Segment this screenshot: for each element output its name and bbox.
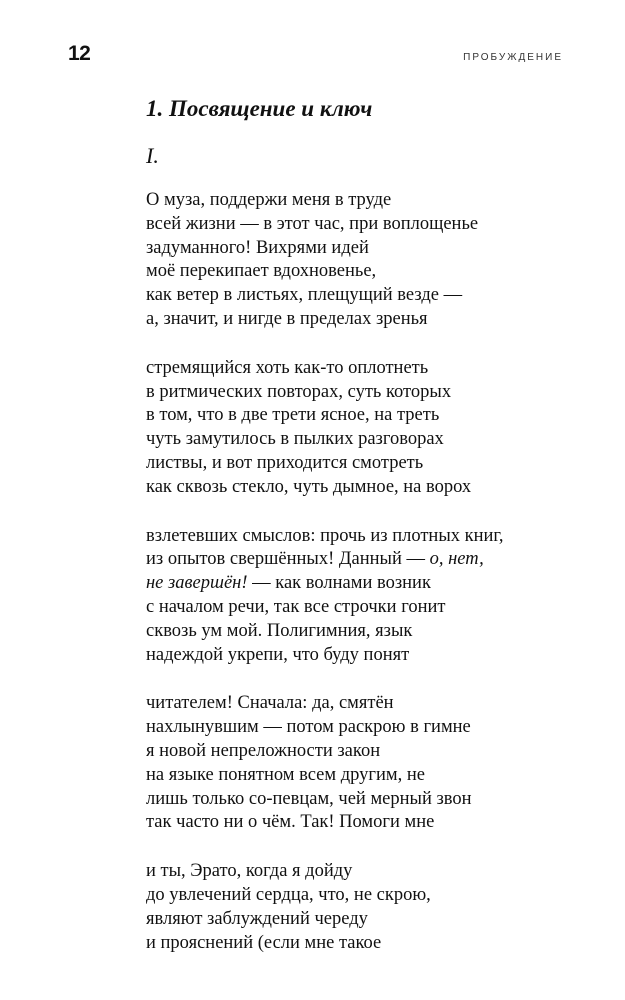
poem-line-mixed <box>146 548 586 572</box>
poem-line: читателем! Сначала: да, смятён <box>146 693 394 714</box>
poem-line: я новой непреложности закон <box>146 740 381 761</box>
page-number: 12 <box>68 42 91 65</box>
poem-line: всей жизни — в этот час, при воплощенье <box>146 213 479 234</box>
poem-line: надеждой укрепи, что буду понят <box>146 644 410 665</box>
section-number: I. <box>146 143 159 168</box>
poem-line: моё перекипает вдохновенье, <box>146 261 377 282</box>
poem-line: и прояснений (если мне такое <box>146 932 382 953</box>
poem-line: в том, что в две трети ясное, на треть <box>146 405 440 426</box>
running-header: ПРОБУЖДЕНИЕ <box>463 52 563 63</box>
poem-line: так часто ни о чём. Так! Помоги мне <box>146 812 435 833</box>
poem-line: как сквозь стекло, чуть дымное, на ворох <box>146 476 472 497</box>
poem-line: задуманного! Вихрями идей <box>146 237 369 258</box>
stanza <box>146 189 586 332</box>
poem-line: О муза, поддержи меня в труде <box>146 190 392 210</box>
poem-line: до увлечений сердца, что, не скрою, <box>146 884 431 905</box>
poem-line-mixed <box>146 572 586 596</box>
poem-line: а, значит, и нигде в пределах зренья <box>146 308 428 329</box>
poem-line: нахлынувшим — потом раскрою в гимне <box>146 717 471 738</box>
poem <box>146 189 586 980</box>
poem-line: и ты, Эрато, когда я дойду <box>146 861 353 882</box>
roman-text: — как волнами возник <box>247 573 431 594</box>
italic-text: не завершён! <box>146 573 248 594</box>
stanza <box>146 525 586 668</box>
poem-line: листвы, и вот приходится смотреть <box>146 452 424 473</box>
poem-line: стремящийся хоть как-то оплотнеть <box>146 357 429 378</box>
stanza <box>146 860 586 955</box>
italic-text: о, нет, <box>429 549 484 570</box>
stanza <box>146 692 586 835</box>
chapter-title: 1. Посвящение и ключ <box>146 96 373 121</box>
poem-line: сквозь ум мой. Полигимния, язык <box>146 620 413 641</box>
poem-line: с началом речи, так все строчки гонит <box>146 596 446 617</box>
poem-line: как ветер в листьях, плещущий везде — <box>146 285 463 306</box>
poem-line: чуть замутилось в пылких разговорах <box>146 429 444 450</box>
poem-line: на языке понятном всем другим, не <box>146 764 425 785</box>
poem-line: лишь только со-певцам, чей мерный звон <box>146 788 472 809</box>
poem-line: являют заблуждений череду <box>146 908 368 929</box>
poem-line: в ритмических повторах, суть которых <box>146 381 452 402</box>
stanza <box>146 357 586 500</box>
poem-line: взлетевших смыслов: прочь из плотных книг, <box>146 525 504 546</box>
roman-text: из опытов свершённых! Данный — <box>146 549 430 570</box>
